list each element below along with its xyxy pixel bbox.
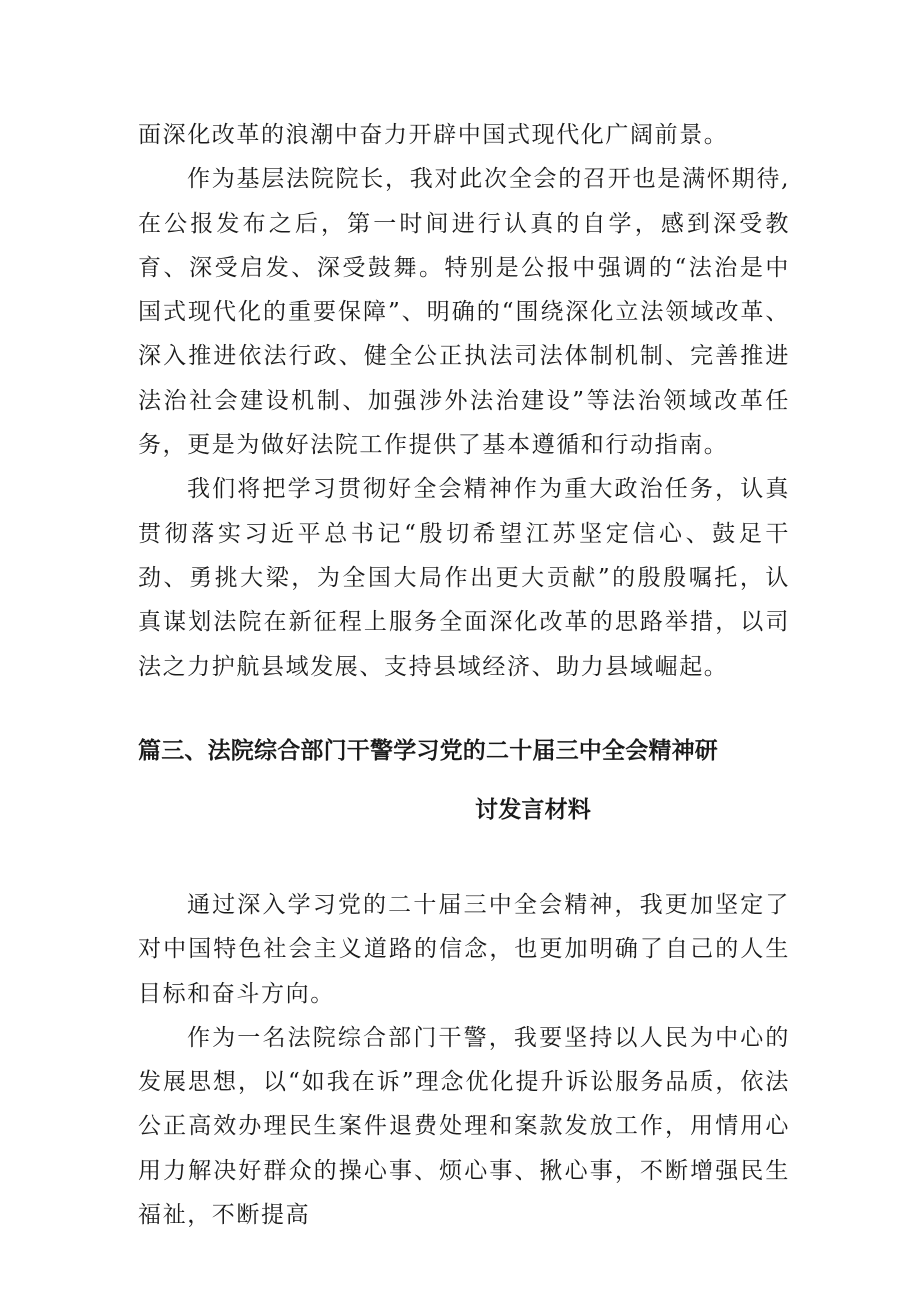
section-heading-line1: 篇三、法院综合部门干警学习党的二十届三中全会精神研 (138, 738, 718, 764)
paragraph-study: 通过深入学习党的二十届三中全会精神，我更加坚定了对中国特色社会主义道路的信念，也更加明确了自己的人生目标和奋斗方向。 (138, 892, 790, 1007)
paragraph-court-president: 作为基层法院院长，我对此次全会的召开也是满怀期待,在公报发布之后，第一时间进行认真的自学，感到深受教育、深受启发、深受鼓舞。特别是公报中强调的“法治是中国式现代化的重要保障”、明确的“围绕深化立法领域改革、深入推进依法行政、健全公正执法司法体制机制、完善推进法治社会建设机制、加强涉外法治建设”等法治领域改革任务，更是为做好法院工作提供了基本遵循和行动指南。 (138, 166, 790, 459)
body-text-bottom (138, 883, 790, 1237)
body-text-top (138, 113, 790, 689)
paragraph-implementation: 我们将把学习贯彻好全会精神作为重大政治任务，认真贯彻落实习近平总书记“殷切希望江苏坚定信心、鼓足干劲、勇挑大梁，为全国大局作出更大贡献”的殷殷嘱托，认真谋划法院在新征程上服务全面深化改革的思路举措，以司法之力护航县域发展、支持县域经济、助力县域崛起。 (138, 476, 790, 680)
paragraph-staff-role: 作为一名法院综合部门干警，我要坚持以人民为中心的发展思想，以“如我在诉”理念优化提升诉讼服务品质，依法公正高效办理民生案件退费处理和案款发放工作，用情用心用力解决好群众的操心事、烦心事、揪心事，不断增强民生福祉，不断提高 (138, 1024, 790, 1229)
section-heading-line2: 讨发言材料 (475, 797, 591, 823)
paragraph-continuation: 面深化改革的浪潮中奋力开辟中国式现代化广阔前景。 (138, 122, 729, 148)
